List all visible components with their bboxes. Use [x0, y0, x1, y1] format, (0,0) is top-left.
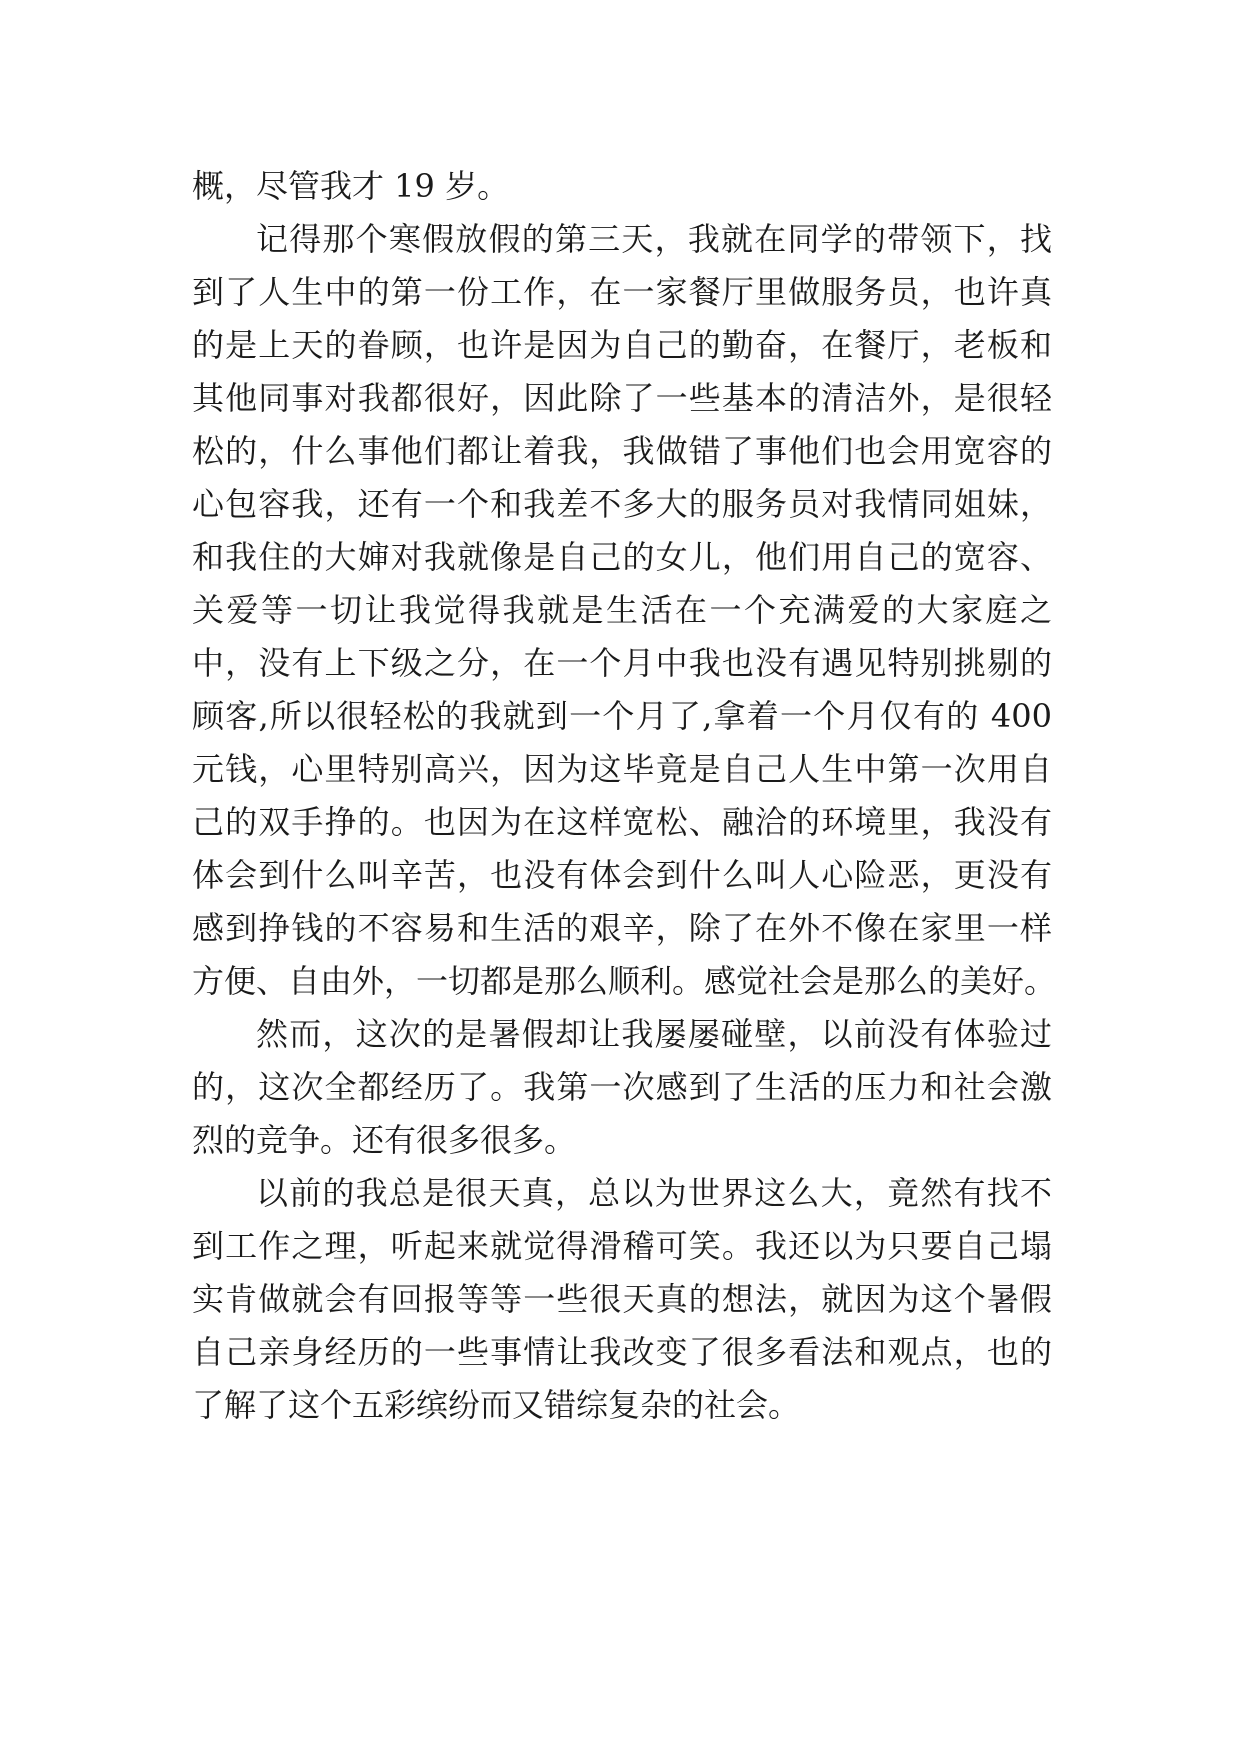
paragraph-1-line: 的是上天的眷顾，也许是因为自己的勤奋，在餐厅，老板和: [192, 326, 1052, 364]
paragraph-1-line: 松的，什么事他们都让着我，我做错了事他们也会用宽容的: [192, 432, 1052, 470]
paragraph-1-line: 己的双手挣的。也因为在这样宽松、融洽的环境里，我没有: [192, 803, 1052, 841]
paragraph-1-line: 方便、自由外，一切都是那么顺利。感觉社会是那么的美好。: [192, 962, 1057, 1000]
paragraph-1-line: 关爱等一切让我觉得我就是生活在一个充满爱的大家庭之: [192, 591, 1052, 629]
paragraph-1-line: 体会到什么叫辛苦，也没有体会到什么叫人心险恶，更没有: [192, 856, 1052, 894]
paragraph-2-line: 烈的竞争。还有很多很多。: [192, 1121, 577, 1159]
paragraph-3-line: 以前的我总是很天真，总以为世界这么大，竟然有找不: [256, 1174, 1052, 1212]
paragraph-1-line: 其他同事对我都很好，因此除了一些基本的清洁外，是很轻: [192, 379, 1052, 417]
paragraph-1-line: 感到挣钱的不容易和生活的艰辛，除了在外不像在家里一样: [192, 909, 1052, 947]
paragraph-3-line: 自己亲身经历的一些事情让我改变了很多看法和观点，也的: [192, 1333, 1052, 1371]
paragraph-1-line: 记得那个寒假放假的第三天，我就在同学的带领下，找: [256, 220, 1052, 258]
paragraph-1-line: 中，没有上下级之分，在一个月中我也没有遇见特别挑剔的: [192, 644, 1052, 682]
paragraph-3-line: 了解了这个五彩缤纷而又错综复杂的社会。: [192, 1386, 801, 1424]
paragraph-2-line: 然而，这次的是暑假却让我屡屡碰壁，以前没有体验过: [256, 1015, 1052, 1053]
paragraph-3-line: 实肯做就会有回报等等一些很天真的想法，就因为这个暑假: [192, 1280, 1052, 1318]
paragraph-1-line: 心包容我，还有一个和我差不多大的服务员对我情同姐妹，: [192, 485, 1052, 523]
body-text: [192, 160, 1057, 1432]
paragraph-1-line: 元钱，心里特别高兴，因为这毕竟是自己人生中第一次用自: [192, 750, 1052, 788]
paragraph-1-line: 顾客,所以很轻松的我就到一个月了,拿着一个月仅有的 400: [192, 697, 1052, 735]
paragraph-1-line: 到了人生中的第一份工作，在一家餐厅里做服务员，也许真: [192, 273, 1052, 311]
paragraph-1-line: 和我住的大婶对我就像是自己的女儿，他们用自己的宽容、: [192, 538, 1052, 576]
lead-fragment: 概，尽管我才 19 岁。: [192, 167, 510, 205]
paragraph-2-line: 的，这次全都经历了。我第一次感到了生活的压力和社会激: [192, 1068, 1052, 1106]
paragraph-3-line: 到工作之理，听起来就觉得滑稽可笑。我还以为只要自己塌: [192, 1227, 1052, 1265]
